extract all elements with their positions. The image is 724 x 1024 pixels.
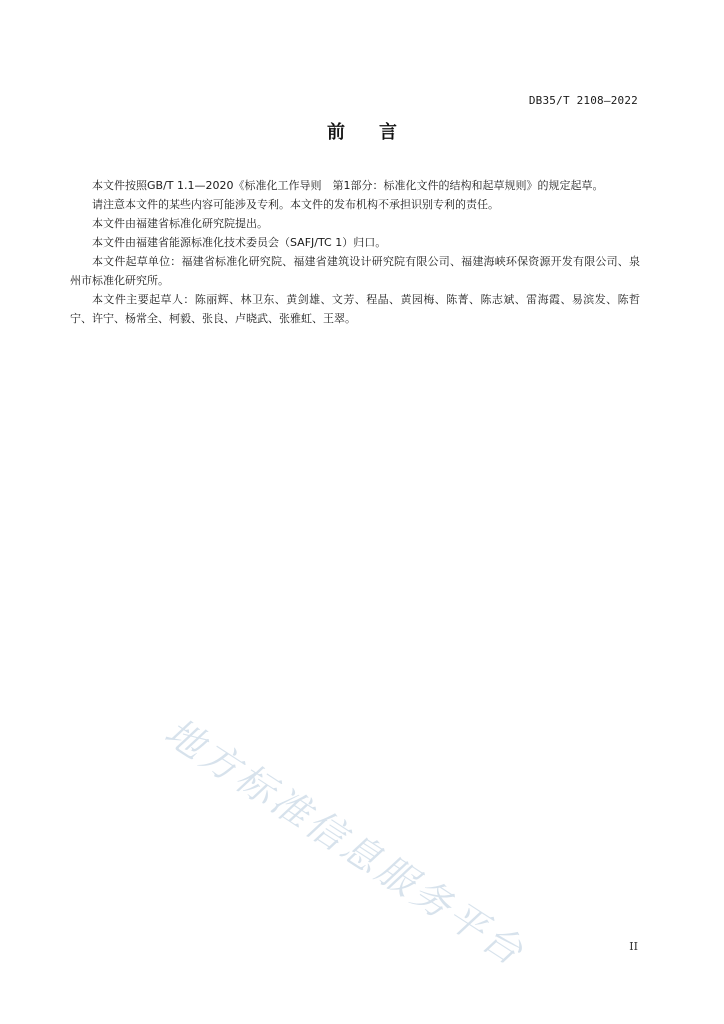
paragraph-proposer: 本文件由福建省标准化研究院提出。	[92, 217, 268, 230]
paragraph-patent-notice: 请注意本文件的某些内容可能涉及专利。本文件的发布机构不承担识别专利的责任。	[92, 198, 499, 211]
paragraph-committee: 本文件由福建省能源标准化技术委员会（SAFJ/TC 1）归口。	[92, 236, 387, 249]
paragraph-drafting-units: 本文件起草单位：福建省标准化研究院、福建省建筑设计研究院有限公司、福建海峡环保资源开发有限公司、泉州市标准化研究所。	[70, 255, 640, 287]
preface-body	[70, 176, 640, 328]
document-code: DB35/T 2108—2022	[528, 94, 638, 107]
paragraph-drafting-basis: 本文件按照GB/T 1.1—2020《标准化工作导则 第1部分：标准化文件的结构和起草规则》的规定起草。	[92, 179, 604, 192]
page-title: 前言	[327, 122, 431, 143]
page-number: II	[629, 940, 638, 953]
paragraph-drafters: 本文件主要起草人：陈丽辉、林卫东、黄剑雄、文芳、程晶、黄园梅、陈菁、陈志斌、雷海霞、易滨发、陈哲宁、许宁、杨常全、柯毅、张良、卢晓武、张雅虹、王翠。	[70, 293, 640, 325]
watermark-text: 地方标准信息服务平台	[157, 709, 534, 976]
